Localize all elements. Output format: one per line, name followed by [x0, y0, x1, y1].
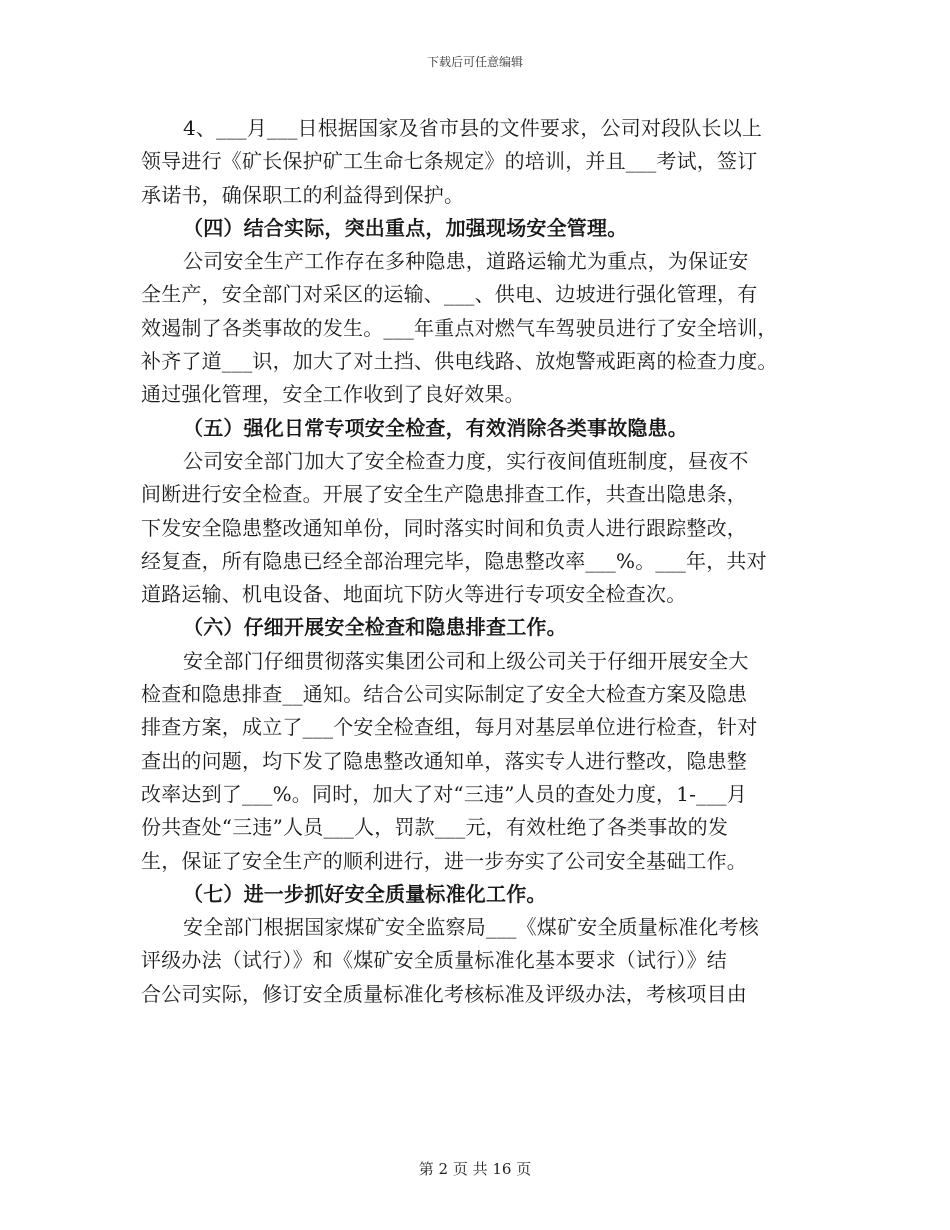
paragraph-line: 领导进行《矿长保护矿工生命七条规定》的培训，并且___考试，签订	[141, 149, 758, 174]
paragraph-line: 通过强化管理，安全工作收到了良好效果。	[141, 382, 525, 407]
paragraph-line: 效遏制了各类事故的发生。___年重点对燃气车驾驶员进行了安全培训，	[141, 315, 778, 340]
paragraph-line: 补齐了道___识，加大了对土挡、供电线路、放炮警戒距离的检查力度。	[141, 349, 778, 374]
section-heading: （五）强化日常专项安全检查，有效消除各类事故隐患。	[183, 415, 688, 440]
paragraph	[141, 112, 811, 212]
paragraph-line: 公司安全部门加大了安全检查力度，实行夜间值班制度，昼夜不	[183, 448, 749, 473]
paragraph-line: 排查方案，成立了___个安全检查组，每月对基层单位进行检查，针对	[141, 715, 758, 740]
section-heading: （六）仔细开展安全检查和隐患排查工作。	[183, 615, 567, 640]
page-footer: 第 2 页 共 16 页	[418, 1160, 532, 1178]
paragraph-line: 间断进行安全检查。开展了安全生产隐患排查工作，共查出隐患条，	[141, 482, 747, 507]
paragraph-line: 经复查，所有隐患已经全部治理完毕，隐患整改率___%。___年，共对	[141, 548, 767, 573]
paragraph-line: 份共查处“三违”人员___人，罚款___元，有效杜绝了各类事故的发	[141, 815, 729, 840]
paragraph	[141, 645, 811, 878]
paragraph-line: 改率达到了___%。同时，加大了对“三违”人员的查处力度，1-___月	[141, 781, 747, 806]
document-body	[141, 112, 811, 1011]
paragraph-line: 查出的问题，均下发了隐患整改通知单，落实专人进行整改，隐患整	[141, 748, 747, 773]
paragraph	[141, 911, 811, 1011]
paragraph-line: 合公司实际，修订安全质量标准化考核标准及评级办法，考核项目由	[141, 981, 747, 1006]
paragraph-line: 承诺书，确保职工的利益得到保护。	[141, 182, 465, 207]
paragraph-line: 4、___月___日根据国家及省市县的文件要求，公司对段队长以上	[183, 116, 763, 140]
page-header: 下载后可任意编辑	[426, 55, 523, 69]
paragraph-line: 下发安全隐患整改通知单份，同时落实时间和负责人进行跟踪整改，	[141, 515, 747, 540]
paragraph	[141, 445, 811, 611]
paragraph-line: 安全部门根据国家煤矿安全监察局___《煤矿安全质量标准化考核	[183, 915, 759, 940]
paragraph-line: 道路运输、机电设备、地面坑下防火等进行专项安全检查次。	[141, 582, 687, 607]
paragraph-line: 全生产，安全部门对采区的运输、___、供电、边坡进行强化管理，有	[141, 282, 758, 307]
paragraph-line: 公司安全生产工作存在多种隐患，道路运输尤为重点，为保证安	[183, 249, 749, 274]
paragraph-line: 评级办法（试行）》和《煤矿安全质量标准化基本要求（试行）》结	[141, 948, 727, 973]
section-heading: （七）进一步抓好安全质量标准化工作。	[183, 881, 547, 906]
paragraph-line: 检查和隐患排查__通知。结合公司实际制定了安全大检查方案及隐患	[141, 682, 748, 707]
paragraph	[141, 245, 811, 411]
paragraph-line: 安全部门仔细贯彻落实集团公司和上级公司关于仔细开展安全大	[183, 648, 749, 673]
paragraph-line: 生，保证了安全生产的顺利进行，进一步夯实了公司安全基础工作。	[141, 848, 747, 873]
section-heading: （四）结合实际，突出重点，加强现场安全管理。	[183, 215, 628, 240]
